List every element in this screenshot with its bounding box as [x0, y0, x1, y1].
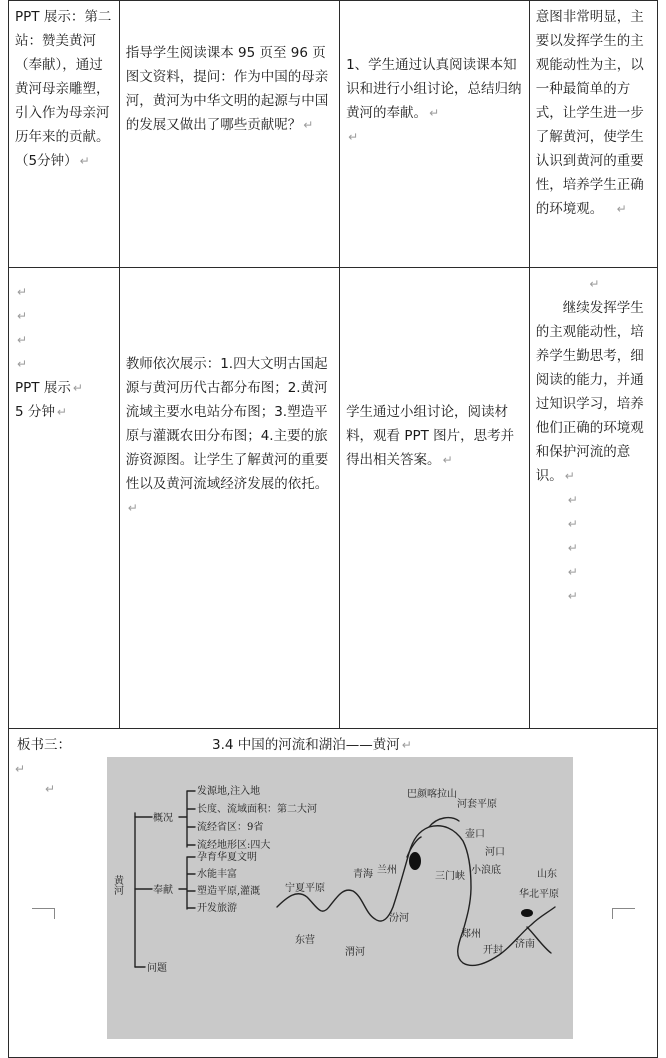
- map-label: 东营: [295, 935, 315, 946]
- board-title: 3.4 中国的河流和湖泊——黄河 ↵: [212, 737, 412, 753]
- activity-text: PPT 展示：第二站：赞美黄河（奉献），通过黄河母亲雕塑，引入作为母亲河历年来的贡献。（5分钟）: [15, 9, 112, 169]
- map-label: 兰州: [377, 865, 397, 876]
- duration-text: 5 分钟: [15, 404, 55, 420]
- intent-text: 意图非常明显，主要以发挥学生的主观能动性为主，以一种最简单的方式，让学生进一步了解黄河，使学生认识到黄河的重要性，培养学生正确的环境观。: [535, 9, 644, 217]
- student-cell: 1、学生通过认真阅读课本知识和进行小组讨论，总结归纳黄河的奉献。 ↵ ↵: [340, 1, 530, 268]
- table-row: [9, 729, 658, 1058]
- map-label: 小浪底: [471, 865, 501, 876]
- map-label: 汾河: [389, 913, 409, 924]
- intent-text: 继续发挥学生的主观能动性，培养学生勤思考，细阅读的能力，并通过知识学习，培养他们正确的环境观和保护河流的意识。: [535, 300, 644, 484]
- activity-cell: ↵ ↵ ↵ ↵ PPT 展示 ↵ 5 分钟 ↵: [9, 268, 120, 729]
- crop-mark: [32, 908, 55, 919]
- teacher-text: 教师依次展示：1.四大文明古国起源与黄河历代古都分布图；2.黄河流域主要水电站分布图；3.塑造平原与灌溉农田分布图；4.主要的旅游资源图。让学生了解黄河的重要性以及黄河流域经济发展的依托。: [125, 356, 329, 492]
- contribution-item: 塑造平原,灌溉: [197, 886, 261, 897]
- map-label: 渭河: [345, 947, 365, 958]
- student-text: 学生通过小组讨论，阅读材料，观看 PPT 图片，思考并得出相关答案。: [346, 404, 515, 468]
- branch-problems: 问题: [147, 963, 167, 974]
- activity-cell: PPT 展示：第二站：赞美黄河（奉献），通过黄河母亲雕塑，引入作为母亲河历年来的贡献。（5分钟） ↵: [9, 1, 120, 268]
- blackboard-cell: [9, 729, 658, 1058]
- contribution-item: 开发旅游: [197, 903, 237, 914]
- overview-item: 流经地形区:四大: [197, 840, 271, 851]
- table-row: [9, 1, 658, 268]
- map-label: 壶口: [465, 829, 485, 840]
- blackboard-photo: [107, 757, 573, 1039]
- map-label: 济南: [515, 939, 535, 950]
- intent-cell: 意图非常明显，主要以发挥学生的主观能动性为主，以一种最简单的方式，让学生进一步了解黄河，使学生认识到黄河的重要性，培养学生正确的环境观。 ↵: [529, 1, 657, 268]
- paragraph-marks: ↵ ↵: [15, 762, 56, 796]
- student-cell: 学生通过小组讨论，阅读材料，观看 PPT 图片，思考并得出相关答案。 ↵: [340, 268, 530, 729]
- map-label: 巴颜喀拉山: [407, 789, 457, 800]
- map-label: 山东: [537, 869, 557, 880]
- intent-cell: ↵ 继续发挥学生的主观能动性，培养学生勤思考，细阅读的能力，并通过知识学习，培养他们正确的环境观和保护河流的意识。 ↵ ↵ ↵ ↵ ↵ ↵: [529, 268, 657, 729]
- contribution-item: 孕育华夏文明: [197, 852, 257, 863]
- teacher-text: 指导学生阅读课本 95 页至 96 页图文资料，提问：作为中国的母亲河，黄河为中华文明的起源与中国的发展又做出了哪些贡献呢？: [125, 45, 329, 133]
- branch-contribution: 奉献: [153, 885, 173, 896]
- overview-item: 发源地,注入地: [197, 786, 261, 797]
- contribution-item: 水能丰富: [197, 869, 237, 880]
- map-label: 青海: [353, 869, 373, 880]
- mindmap-root: 黄河: [111, 875, 123, 895]
- branch-overview: 概况: [153, 813, 173, 824]
- overview-item: 长度、流域面积：第二大河: [197, 804, 317, 815]
- teacher-cell: 教师依次展示：1.四大文明古国起源与黄河历代古都分布图；2.黄河流域主要水电站分布图；3.塑造平原与灌溉农田分布图；4.主要的旅游资源图。让学生了解黄河的重要性以及黄河流域经济发展的依托。↵: [119, 268, 339, 729]
- map-label: 河口: [485, 847, 505, 858]
- overview-item: 流经省区：9省: [197, 822, 264, 833]
- lesson-plan-table: [8, 0, 658, 1058]
- map-label: 郑州: [461, 929, 481, 940]
- map-label: 开封: [483, 945, 503, 956]
- map-label: 宁夏平原: [285, 883, 325, 894]
- map-label: 三门峡: [435, 871, 465, 882]
- activity-text: PPT 展示: [15, 380, 71, 396]
- crop-mark: [612, 908, 635, 919]
- river-course: [277, 826, 555, 966]
- board-label: 板书三：: [17, 737, 71, 753]
- teacher-cell: 指导学生阅读课本 95 页至 96 页图文资料，提问：作为中国的母亲河，黄河为中华文明的起源与中国的发展又做出了哪些贡献呢？ ↵: [119, 1, 339, 268]
- map-label: 华北平原: [519, 889, 559, 900]
- map-label: 河套平原: [457, 799, 497, 810]
- student-text: 1、学生通过认真阅读课本知识和进行小组讨论，总结归纳黄河的奉献。: [346, 57, 522, 121]
- table-row: [9, 268, 658, 729]
- handwritten-mindmap: [107, 757, 573, 1039]
